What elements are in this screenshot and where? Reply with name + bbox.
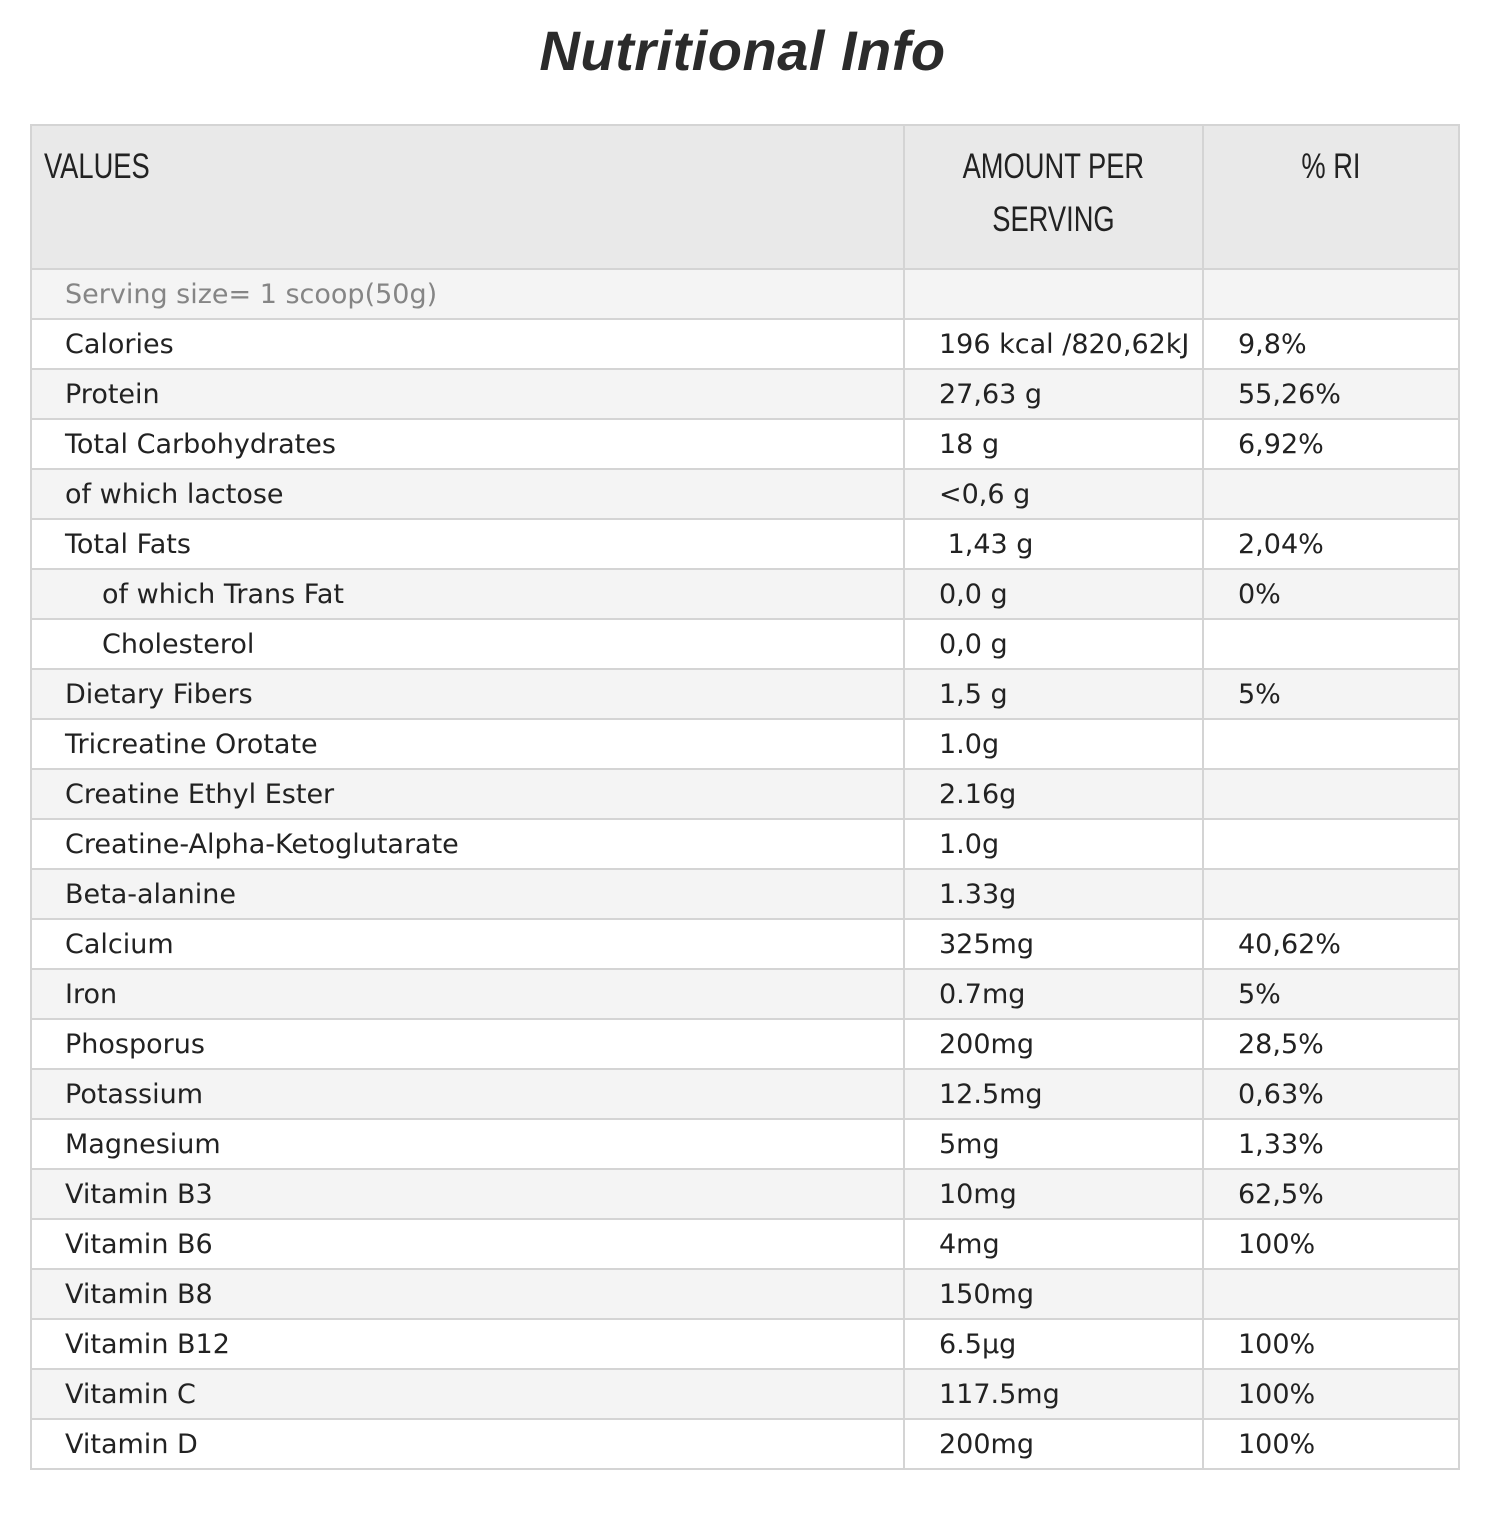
table-row: [31, 619, 1459, 669]
row-amount: 4mg: [904, 1219, 1203, 1269]
column-header-values: [31, 125, 904, 269]
row-name: Protein: [31, 369, 904, 419]
row-amount: 325mg: [904, 919, 1203, 969]
row-name: Vitamin B12: [31, 1319, 904, 1369]
table-row: [31, 419, 1459, 469]
row-amount: 6.5μg: [904, 1319, 1203, 1369]
table-row: [31, 819, 1459, 869]
row-amount: 1,5 g: [904, 669, 1203, 719]
row-ri: [1203, 869, 1459, 919]
row-ri: [1203, 269, 1459, 319]
row-name: Calcium: [31, 919, 904, 969]
row-ri: 100%: [1203, 1219, 1459, 1269]
row-amount: 200mg: [904, 1419, 1203, 1469]
row-amount: 1.0g: [904, 719, 1203, 769]
row-amount: 0.7mg: [904, 969, 1203, 1019]
row-name: Iron: [31, 969, 904, 1019]
row-amount: 12.5mg: [904, 1069, 1203, 1119]
row-name: Vitamin B6: [31, 1219, 904, 1269]
row-amount: 0,0 g: [904, 619, 1203, 669]
row-name: Creatine Ethyl Ester: [31, 769, 904, 819]
row-amount: 150mg: [904, 1269, 1203, 1319]
row-ri: [1203, 719, 1459, 769]
table-row: [31, 319, 1459, 369]
table-row: [31, 869, 1459, 919]
row-ri: 100%: [1203, 1319, 1459, 1369]
row-ri: 2,04%: [1203, 519, 1459, 569]
row-amount: 2.16g: [904, 769, 1203, 819]
row-amount: 117.5mg: [904, 1369, 1203, 1419]
row-name: Calories: [31, 319, 904, 369]
table-row: [31, 569, 1459, 619]
row-ri: [1203, 619, 1459, 669]
row-ri: 100%: [1203, 1369, 1459, 1419]
table-row: [31, 1419, 1459, 1469]
row-amount: <0,6 g: [904, 469, 1203, 519]
row-ri: [1203, 769, 1459, 819]
column-header-values-label: VALUES: [44, 147, 150, 186]
row-amount: 196 kcal /820,62kJ: [904, 319, 1203, 369]
row-ri: 1,33%: [1203, 1119, 1459, 1169]
table-row: [31, 469, 1459, 519]
row-name: Vitamin B3: [31, 1169, 904, 1219]
row-amount: 10mg: [904, 1169, 1203, 1219]
table-row: [31, 1219, 1459, 1269]
row-ri: [1203, 819, 1459, 869]
row-name: Tricreatine Orotate: [31, 719, 904, 769]
row-amount: 27,63 g: [904, 369, 1203, 419]
table-row: [31, 1069, 1459, 1119]
row-ri: 9,8%: [1203, 319, 1459, 369]
table-row: [31, 1369, 1459, 1419]
row-name: Vitamin C: [31, 1369, 904, 1419]
row-amount: 0,0 g: [904, 569, 1203, 619]
row-name: of which lactose: [31, 469, 904, 519]
row-ri: [1203, 469, 1459, 519]
row-name: Phosporus: [31, 1019, 904, 1069]
row-name: Vitamin D: [31, 1419, 904, 1469]
row-ri: 100%: [1203, 1419, 1459, 1469]
column-header-ri-label: % RI: [1301, 147, 1361, 186]
table-row: [31, 1119, 1459, 1169]
row-name: Serving size= 1 scoop(50g): [31, 269, 904, 319]
column-header-amount-line1: AMOUNT PER: [962, 147, 1145, 186]
row-name: Total Carbohydrates: [31, 419, 904, 469]
row-name: Dietary Fibers: [31, 669, 904, 719]
row-name: Magnesium: [31, 1119, 904, 1169]
page-title: Nutritional Info: [539, 19, 946, 82]
row-ri: 28,5%: [1203, 1019, 1459, 1069]
row-amount: 1,43 g: [904, 519, 1203, 569]
column-header-ri: [1203, 125, 1459, 269]
table-row: [31, 669, 1459, 719]
nutrition-table: [30, 124, 1460, 1470]
row-amount: 5mg: [904, 1119, 1203, 1169]
row-amount: 200mg: [904, 1019, 1203, 1069]
row-ri: 55,26%: [1203, 369, 1459, 419]
table-row: [31, 1169, 1459, 1219]
table-row: [31, 1269, 1459, 1319]
table-row: [31, 719, 1459, 769]
table-header-row: [31, 125, 1459, 269]
table-row: [31, 769, 1459, 819]
row-ri: [1203, 1269, 1459, 1319]
row-ri: 5%: [1203, 669, 1459, 719]
row-amount: [904, 269, 1203, 319]
row-ri: 6,92%: [1203, 419, 1459, 469]
row-name: Creatine-Alpha-Ketoglutarate: [31, 819, 904, 869]
row-ri: 5%: [1203, 969, 1459, 1019]
row-ri: 62,5%: [1203, 1169, 1459, 1219]
table-row: [31, 919, 1459, 969]
column-header-amount: [904, 125, 1203, 269]
row-name: of which Trans Fat: [31, 569, 904, 619]
table-row: [31, 1019, 1459, 1069]
row-ri: 0,63%: [1203, 1069, 1459, 1119]
row-amount: 1.33g: [904, 869, 1203, 919]
table-row: [31, 1319, 1459, 1369]
row-ri: 0%: [1203, 569, 1459, 619]
table-row-serving-size: [31, 269, 1459, 319]
row-name: Potassium: [31, 1069, 904, 1119]
row-ri: 40,62%: [1203, 919, 1459, 969]
table-row: [31, 369, 1459, 419]
column-header-amount-line2: SERVING: [992, 200, 1115, 239]
table-row: [31, 519, 1459, 569]
table-row: [31, 969, 1459, 1019]
row-name: Cholesterol: [31, 619, 904, 669]
row-name: Total Fats: [31, 519, 904, 569]
row-name: Beta-alanine: [31, 869, 904, 919]
row-amount: 18 g: [904, 419, 1203, 469]
row-amount: 1.0g: [904, 819, 1203, 869]
row-name: Vitamin B8: [31, 1269, 904, 1319]
